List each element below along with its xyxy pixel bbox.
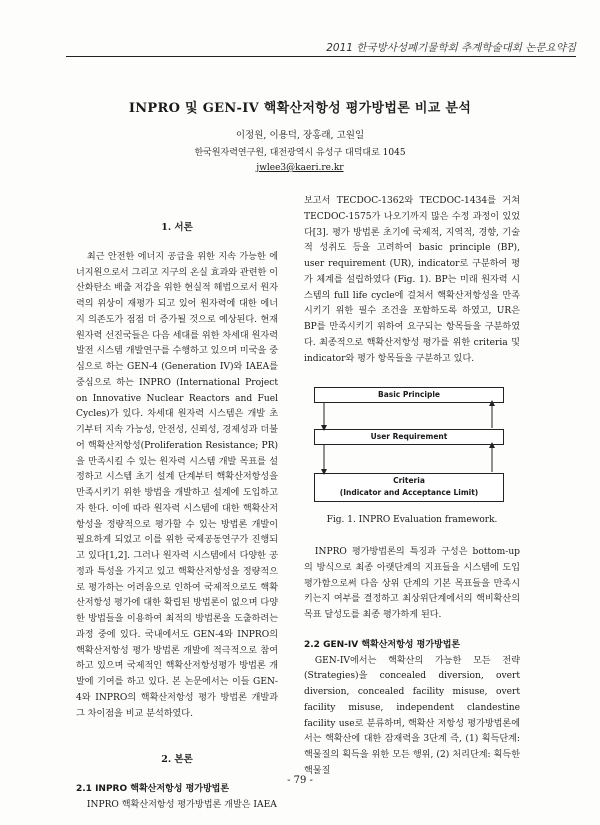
criteria-sublabel: (Indicator and Acceptance Limit) [339,488,479,497]
email-line [0,163,600,173]
box-basic-principle: Basic Principle [314,387,504,403]
right-column [304,194,520,367]
figure-arrows [304,383,524,503]
page-number: - 79 - [287,775,313,786]
right-paragraph-3: GEN-IV에서는 핵확산의 가능한 모든 전략(Strategies)을 concealed diversion, overt diversion, concealed facility misuse, overt facility misuse, independent clandestine facility use로 분류하며, 핵확산 저항성 평가방법론에서는 핵확산에 대한 잠재력을 3단계 즉, (1) 획득단계: 핵물질의 획득을 위한 모든 행위, (2) 처리단계: 획득한 핵물질 [304,655,520,776]
inpro-paragraph: INPRO 핵확산저항성 평가방법론 개발은 IAEA [86,799,277,810]
affiliation: 한국원자력연구원, 대전광역시 유성구 대덕대로 1045 [194,148,406,158]
right-paragraph-1: 보고서 TECDOC-1362와 TECDOC-1434를 거쳐 TECDOC-1575가 나오기까지 많은 수정 과정이 있었다[3]. 평가 방법론 초기에 국제적, 지역적, 경향, 기술적 성취도 등을 고려하여 basic principle (BP), user requirement (UR), indicator로 구분하여 평가 체계를 설립하였다 (Fig. 1). BP는 미래 원자력 시스템의 full life cycle에 걸쳐서 핵확산저항성을 만족시키기 위한 필수 조건을 포함하도록 하였고, UR은 BP를 만족시키기 위하여 요구되는 항목들을 구분하였다. 최종적으로 핵확산저항성 평가를 위한 criteria 및 indicator와 평가 항목들을 구분하고 있다. [304,196,520,364]
left-column [76,220,278,814]
criteria-label: Criteria [393,476,425,485]
right-column-lower [304,545,520,780]
authors: 이정원, 이용덕, 장홍래, 고원일 [235,130,365,141]
figure-inpro-framework [304,383,524,503]
box-user-requirement: User Requirement [314,429,504,445]
email-link[interactable]: jwlee3@kaeri.re.kr [256,163,344,173]
right-paragraph-2: INPRO 평가방법론의 특징과 구성은 bottom-up의 방식으로 최종 아랫단계의 지표들을 시스템에 도입 평가함으로써 다음 상위 단계의 기본 목표들을 만족시키는지 여부를 결정하고 최상위단계에서의 핵비확산의 목표 달성도를 최종 평가하게 된다. [304,547,520,620]
paper-title: INPRO 및 GEN-IV 핵확산저항성 평가방법론 비교 분석 [128,101,472,116]
header-rule [66,56,576,57]
subsection-heading-geniv: 2.2 GEN-IV 핵확산저항성 평가방법론 [304,639,461,650]
subsection-heading-inpro: 2.1 INPRO 핵확산저항성 평가방법론 [76,784,230,794]
figure-caption: Fig. 1. INPRO Evaluation framework. [326,515,498,525]
intro-paragraph: 최근 안전한 에너지 공급을 위한 지속 가능한 에너지원으로서 그리고 지구의 온실 효과와 관련한 이산화탄소 배출 저감을 위한 현실적 해법으로서 원자력의 위상이 재평가 되고 있어 원자력에 대한 에너지 의존도가 점점 더 증가될 것으로 예상된다. 현재 원자력 선진국들은 다음 세대를 위한 차세대 원자력 발전 시스템 개발연구를 수행하고 있으며 미국을 중심으로 하는 GEN-4 (Generation IV)와 IAEA를 중심으로 하는 INPRO (International Project on Innovative Nuclear Reactors and Fuel Cycles)가 있다. 차세대 원자력 시스템은 개발 초기부터 지속 가능성, 안전성, 신뢰성, 경제성과 더불어 핵확산저항성(Proliferation Resistance; PR)을 만족시킬 수 있는 원자력 시스템 개발 목표를 설정하고 시스템 초기 설계 단계부터 핵확산저항성을 만족시키기 위한 방법을 개발하고 설계에 도입하고자 한다. 이에 따라 원자력 시스템에 대한 핵확산저항성을 정량적으로 평가할 수 있는 방법론 개발이 필요하게 되었고 이를 위한 국제공동연구가 진행되고 있다[1,2]. 그러나 원자력 시스템에서 다양한 공정과 특성을 가지고 있고 핵확산저항성을 정량적으로 평가하는 어려움으로 인하여 국제적으로도 핵확산저항성 평가에 대한 확립된 방법론이 없으며 다양한 방법들을 이용하여 최적의 방법론을 도출하려는 과정 중에 있다. 국내에서도 GEN-4와 INPRO의 핵확산저항성 평가 방법론 개발에 적극적으로 참여하고 있으며 국제적인 핵확산저항성평가 방법론 개발에 기여를 하고 있다. 본 논문에서는 이들 GEN-4와 INPRO의 핵확산저항성 평가 방법론 개발과 그 차이점을 비교 분석하였다. [76,251,278,719]
section-heading-intro: 1. 서론 [161,222,193,233]
section-heading-body: 2. 본론 [161,754,193,766]
running-header: 2011 한국방사성폐기물학회 추계학술대회 논문요약집 [326,42,576,54]
